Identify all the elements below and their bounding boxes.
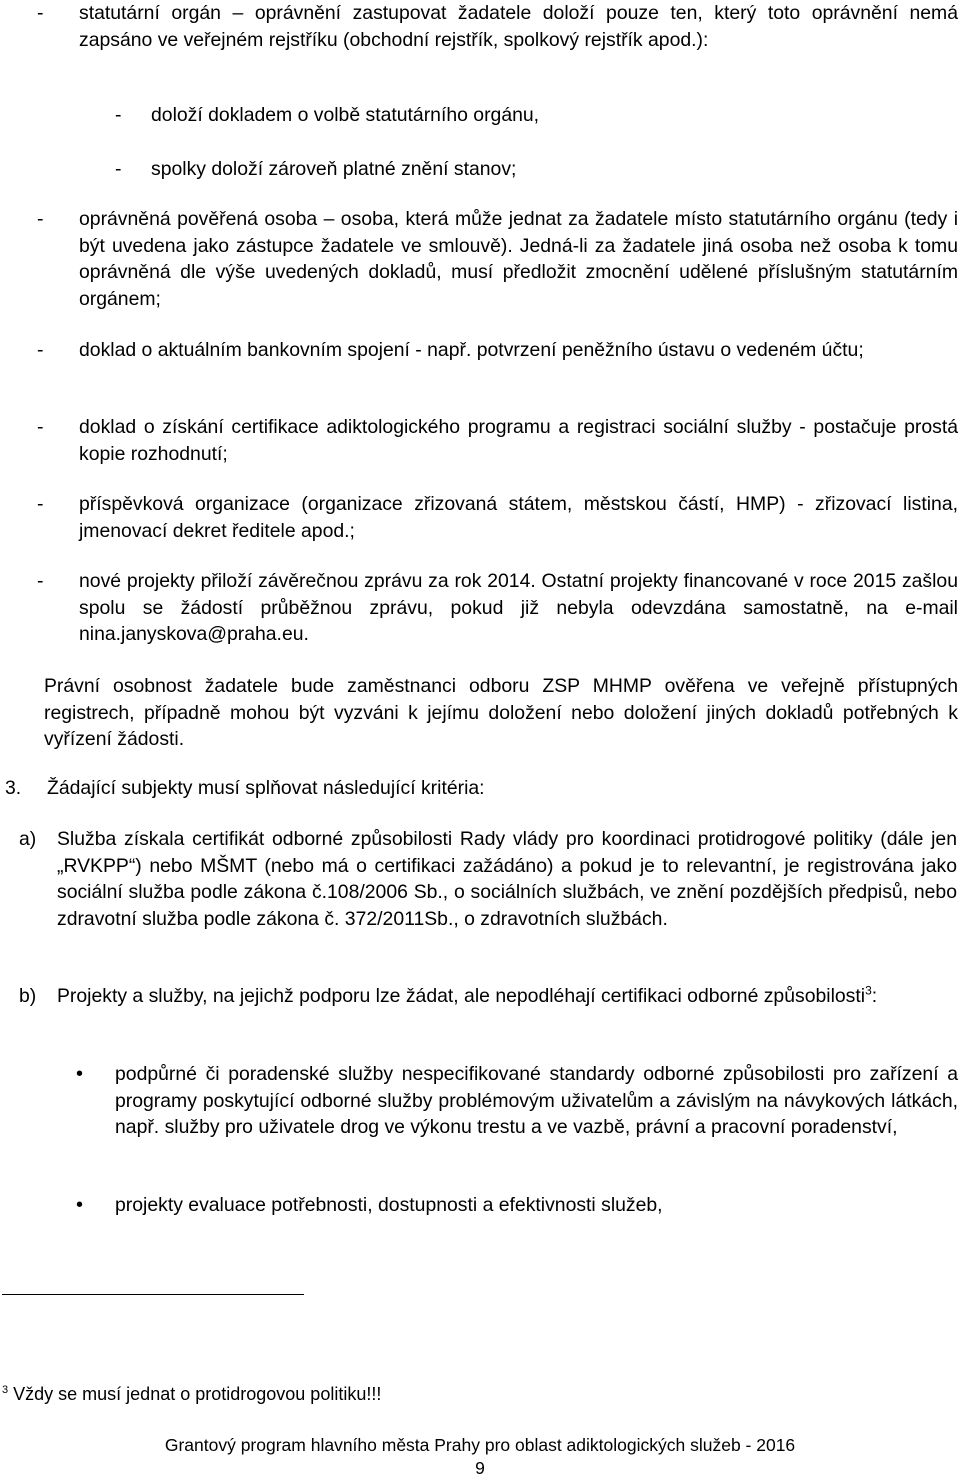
sub-list-dash: -: [115, 158, 122, 180]
list-item-text: oprávněná pověřená osoba – osoba, která může jednat za žadatele místo statutárního orgánu (tedy i být uvedena jako zástupce žadatele ve smlouvě). Jedná-li za žadatele jiná osoba než osoba k tomu oprávněná dle výše uvedených dokladů, musí předložit zmocnění udělené příslušným statutárním orgánem;: [79, 208, 958, 310]
sub-item-text: spolky doloží zároveň platné znění stanov;: [151, 158, 517, 180]
criterion-text: [57, 983, 957, 1010]
footnote-number-sup: 3: [2, 1384, 9, 1396]
footnote-text: Vždy se musí jednat o protidrogovou politiku!!!: [13, 1384, 382, 1404]
criterion-text: Služba získala certifikát odborné způsobilosti Rady vlády pro koordinaci protidrogové politiky (dále jen „RVKPP“) nebo MŠMT (nebo má o certifikaci zažádáno) a pokud je to relevantní, je registrována jako sociální služba podle zákona č.108/2006 Sb., o sociálních službách, ve znění pozdějších předpisů, nebo zdravotní služba podle zákona č. 372/2011Sb., o zdravotních službách.: [57, 828, 957, 930]
bullet-text: podpůrné či poradenské služby nespecifikované standardy odborné způsobilosti pro zařízení a programy poskytující odborné služby problémovým uživatelům a závislým na návykových látkách, např. služby pro uživatele drog ve výkonu trestu a ve vazbě, právní a pracovní poradenství,: [115, 1063, 958, 1138]
sub-item-spolky: [0, 156, 960, 183]
section-heading-3: [0, 775, 960, 802]
sub-item-text: doloží dokladem o volbě statutárního orgánu,: [151, 104, 540, 126]
list-dash: -: [37, 2, 44, 24]
list-item-nove-projekty: [0, 568, 960, 648]
list-item-text: příspěvková organizace (organizace zřizovaná státem, městskou částí, HMP) - zřizovací listina, jmenovací dekret ředitele apod.;: [79, 493, 958, 542]
list-item-text: doklad o získání certifikace adiktologického programu a registraci sociální služby - postačuje prostá kopie rozhodnutí;: [79, 416, 958, 465]
sub-list-dash: -: [115, 104, 122, 126]
criterion-b-suffix: :: [871, 985, 878, 1007]
criterion-label: b): [19, 985, 37, 1007]
criterion-b: [0, 983, 960, 1010]
footnote-separator: [2, 1294, 304, 1295]
criterion-label: a): [19, 828, 37, 850]
section-number: 3.: [5, 777, 22, 799]
bullet-icon: •: [76, 1063, 84, 1085]
sub-item-volba: [0, 102, 960, 129]
list-dash: -: [37, 570, 44, 592]
bullet-text: projekty evaluace potřebnosti, dostupnosti a efektivnosti služeb,: [115, 1194, 663, 1216]
list-item-text: doklad o aktuálním bankovním spojení - např. potvrzení peněžního ústavu o vedeném účtu;: [79, 339, 864, 361]
list-dash: -: [37, 416, 44, 438]
list-item-text: statutární orgán – oprávnění zastupovat žadatele doloží pouze ten, který toto oprávnění nemá zapsáno ve veřejném rejstříku (obchodní rejstřík, spolkový rejstřík apod.):: [79, 2, 958, 51]
footnote-number: [2, 1384, 8, 1404]
list-item-text: nové projekty přiloží závěrečnou zprávu za rok 2014. Ostatní projekty financované v roce 2015 zašlou spolu se žádostí průběžnou zprávu, pokud již nebyla odevzdána samostatně, na e-mail nina.janyskova@praha.eu.: [79, 570, 958, 645]
criterion-b-text: Projekty a služby, na jejichž podporu lze žádat, ale nepodléhají certifikaci odborné způsobilosti: [57, 985, 866, 1007]
list-item-statutarni-organ: [0, 0, 960, 53]
section-heading-text: Žádající subjekty musí splňovat následující kritéria:: [47, 777, 485, 799]
list-item-opravnena-osoba: [0, 206, 960, 312]
list-item-certifikace: [0, 414, 960, 467]
list-dash: -: [37, 339, 44, 361]
bullet-icon: •: [76, 1194, 84, 1216]
paragraph-pravni-osobnost: [0, 673, 960, 753]
list-item-prispevkova: [0, 491, 960, 544]
footnote-ref[interactable]: 3: [865, 983, 872, 998]
list-dash: -: [37, 208, 44, 230]
criterion-a: [0, 826, 960, 932]
list-item-bankovni-spojeni: [0, 337, 960, 364]
bullet-item-evaluace: [0, 1192, 960, 1219]
footnote: [0, 1382, 960, 1406]
page-number: 9: [475, 1458, 485, 1478]
bullet-item-podpurne: [0, 1061, 960, 1141]
paragraph-text: Právní osobnost žadatele bude zaměstnanci odboru ZSP MHMP ověřena ve veřejně přístupných registrech, případně mohou být vyzváni k jejímu doložení nebo doložení jiných dokladů potřebných k vyřízení žádosti.: [44, 675, 958, 750]
page-footer-title: Grantový program hlavního města Prahy pro oblast adiktologických služeb - 2016: [164, 1435, 796, 1455]
list-dash: -: [37, 493, 44, 515]
